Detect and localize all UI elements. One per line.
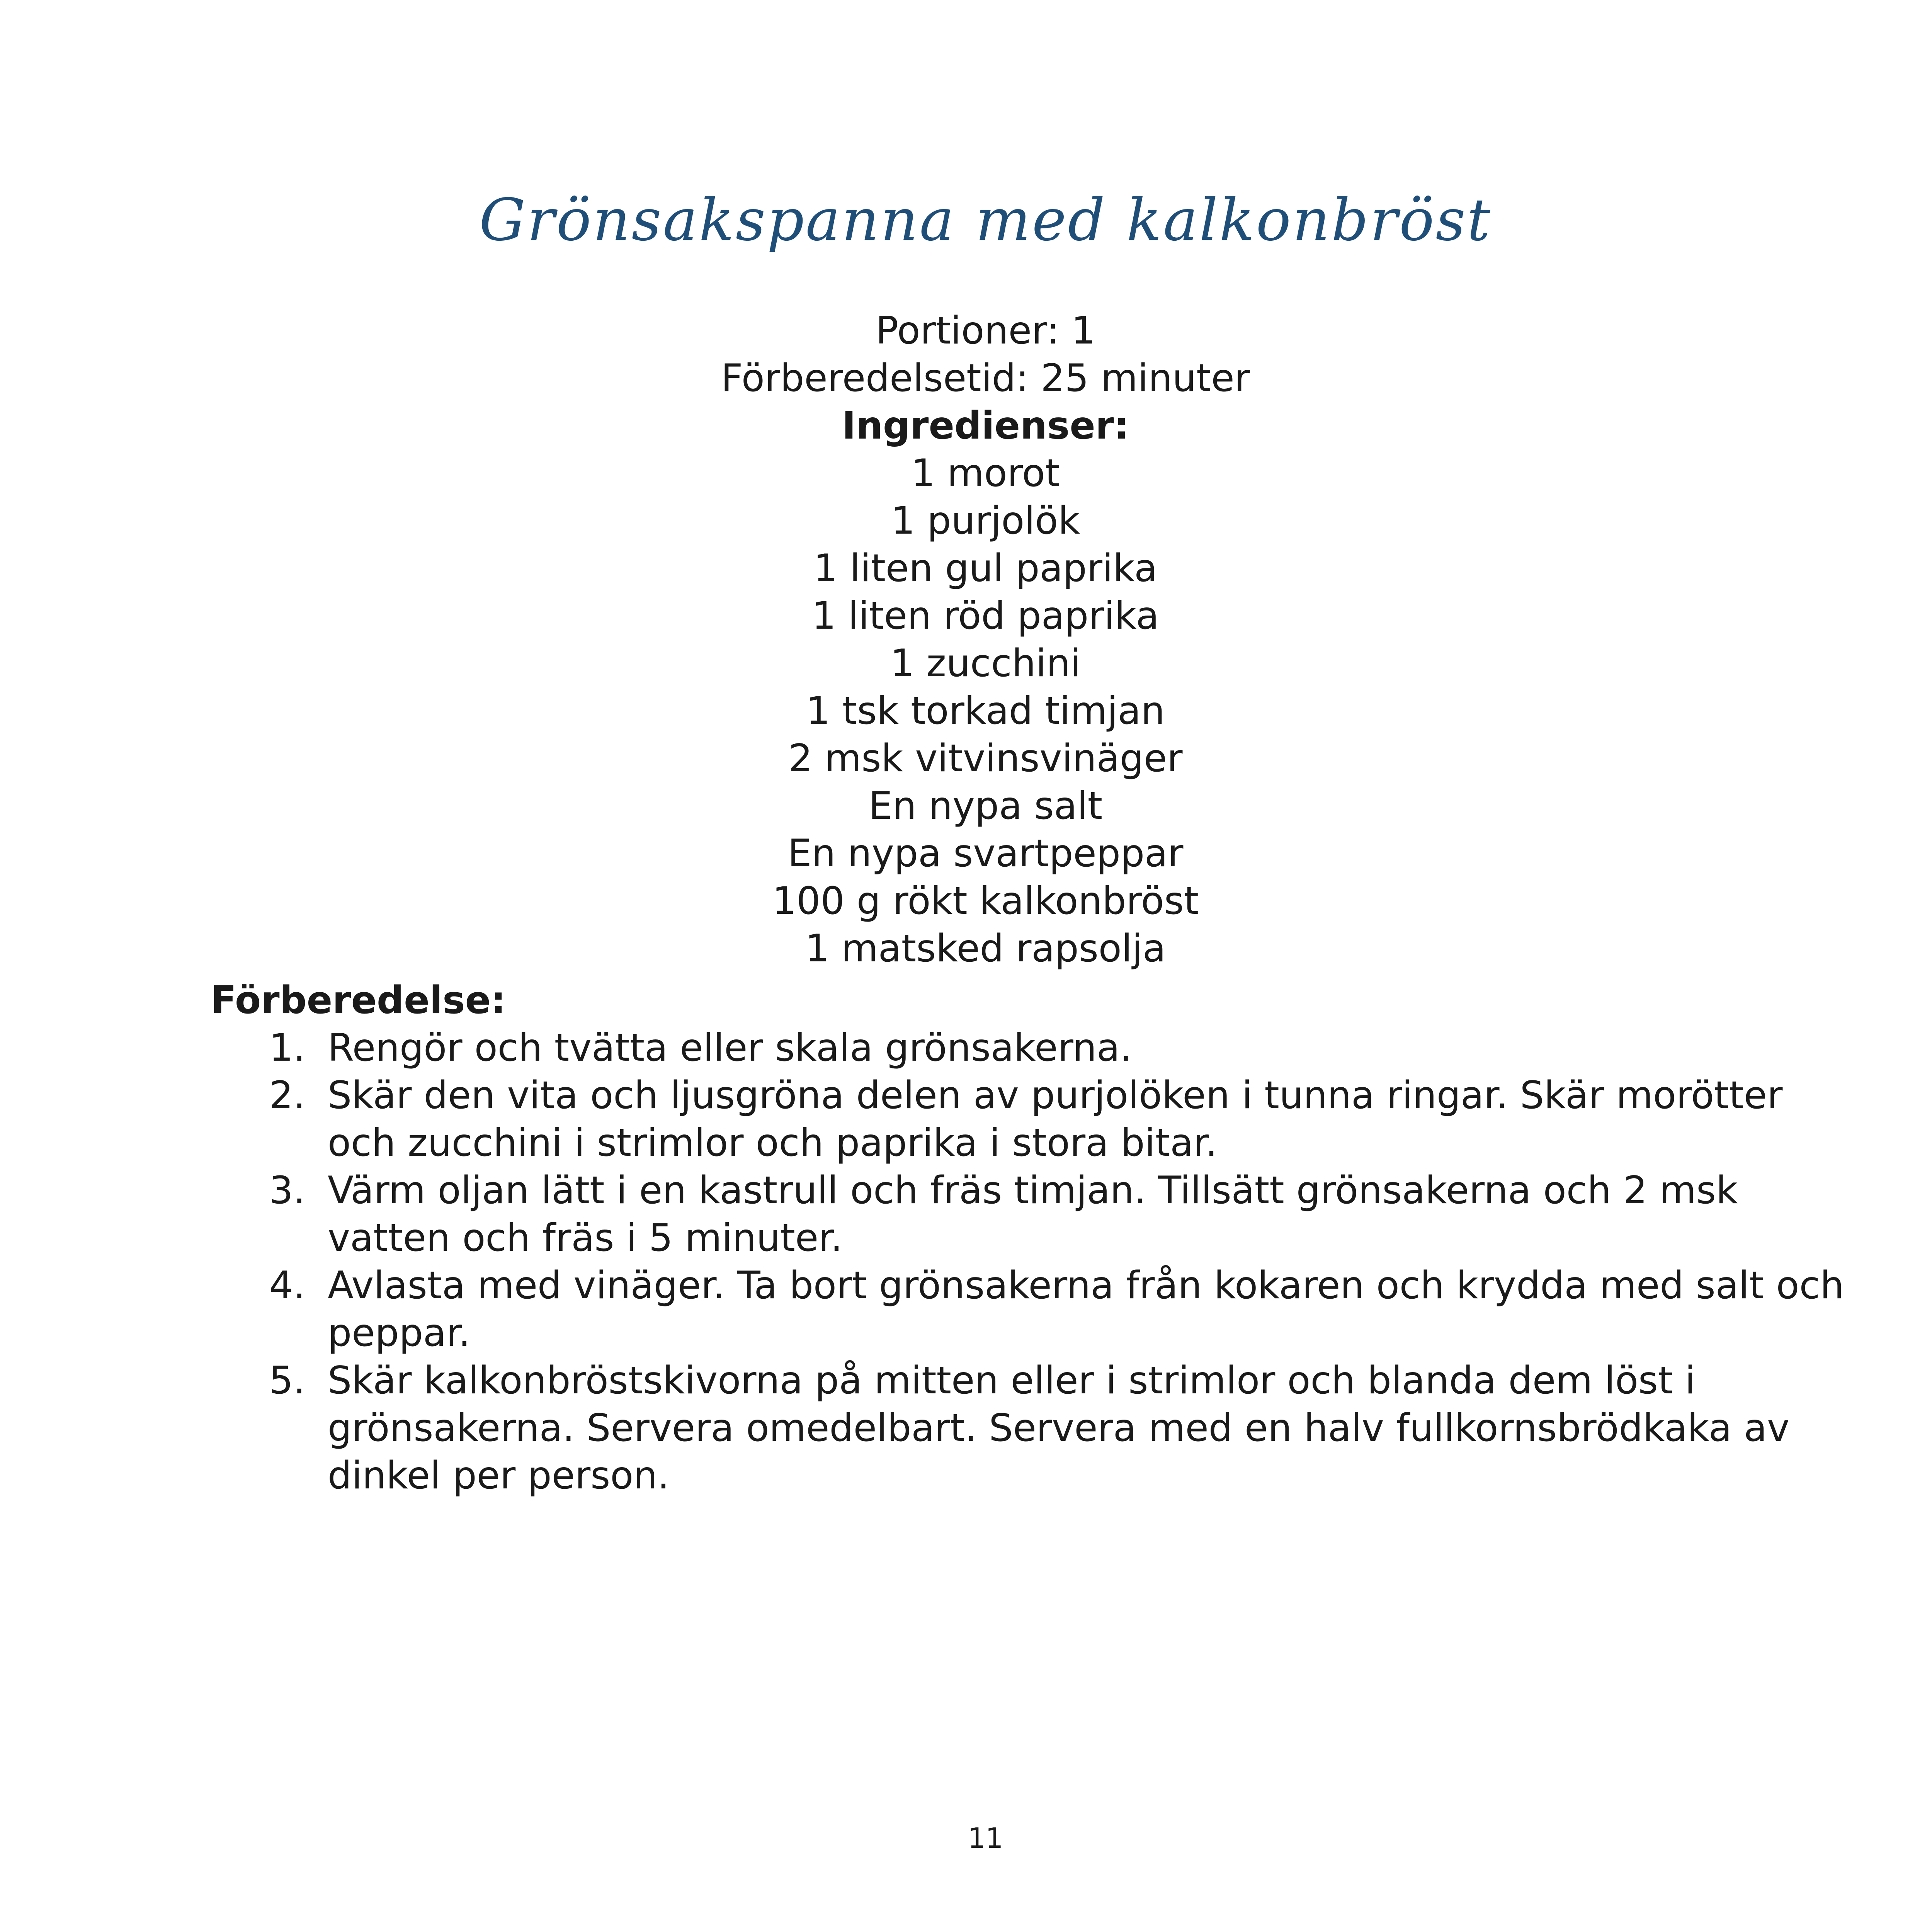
ingredient-item: 1 tsk torkad timjan — [806, 689, 1165, 733]
ingredient-item: En nypa svartpeppar — [787, 832, 1184, 876]
step-text: Avlasta med vinäger. Ta bort grönsakerna från kokaren och krydda med salt och peppar. — [328, 1264, 1844, 1355]
ingredient-item: En nypa salt — [868, 784, 1103, 828]
step-number: 1. — [269, 1026, 305, 1070]
step-text: Värm oljan lätt i en kastrull och fräs timjan. Tillsätt grönsakerna och 2 msk vatten och fräs i 5 minuter. — [328, 1168, 1738, 1260]
ingredient-item: 100 g rökt kalkonbröst — [772, 879, 1199, 923]
preparation-step — [0, 1357, 1858, 1500]
ingredient-item: 1 morot — [911, 451, 1060, 495]
step-text: Skär den vita och ljusgröna delen av purjolöken i tunna ringar. Skär morötter och zucchini i strimlor och paprika i stora bitar. — [328, 1073, 1783, 1165]
ingredients-heading: Ingredienser: — [842, 404, 1129, 448]
prep-time-text: Förberedelsetid: 25 minuter — [721, 356, 1250, 400]
preparation-steps — [0, 1024, 1932, 1500]
preparation-step — [0, 1262, 1858, 1357]
page-number: 11 — [968, 1822, 1003, 1854]
ingredient-item: 1 liten gul paprika — [813, 546, 1158, 590]
preparation-heading: Förberedelse: — [211, 978, 506, 1022]
portions-text: Portioner: 1 — [876, 309, 1095, 353]
step-number: 5. — [269, 1359, 305, 1403]
ingredient-item: 1 purjolök — [891, 499, 1080, 543]
preparation-step — [0, 1024, 1858, 1072]
step-number: 4. — [269, 1264, 305, 1308]
ingredient-item: 1 zucchini — [890, 641, 1081, 685]
recipe-meta — [0, 307, 1932, 973]
recipe-title: Grönsakspanna med kalkonbröst — [479, 187, 1492, 254]
step-text: Skär kalkonbröstskivorna på mitten eller i strimlor och blanda dem löst i grönsakerna. Servera omedelbart. Servera med en halv fullkornsbrödkaka av dinkel per person. — [328, 1359, 1790, 1498]
step-number: 3. — [269, 1168, 305, 1213]
ingredient-item: 1 liten röd paprika — [812, 594, 1159, 638]
preparation-step — [0, 1167, 1858, 1262]
ingredient-item: 2 msk vitvinsvinäger — [788, 736, 1183, 781]
step-number: 2. — [269, 1073, 305, 1117]
ingredient-item: 1 matsked rapsolja — [805, 927, 1166, 971]
step-text: Rengör och tvätta eller skala grönsakerna. — [328, 1026, 1132, 1070]
preparation-step — [0, 1072, 1858, 1167]
